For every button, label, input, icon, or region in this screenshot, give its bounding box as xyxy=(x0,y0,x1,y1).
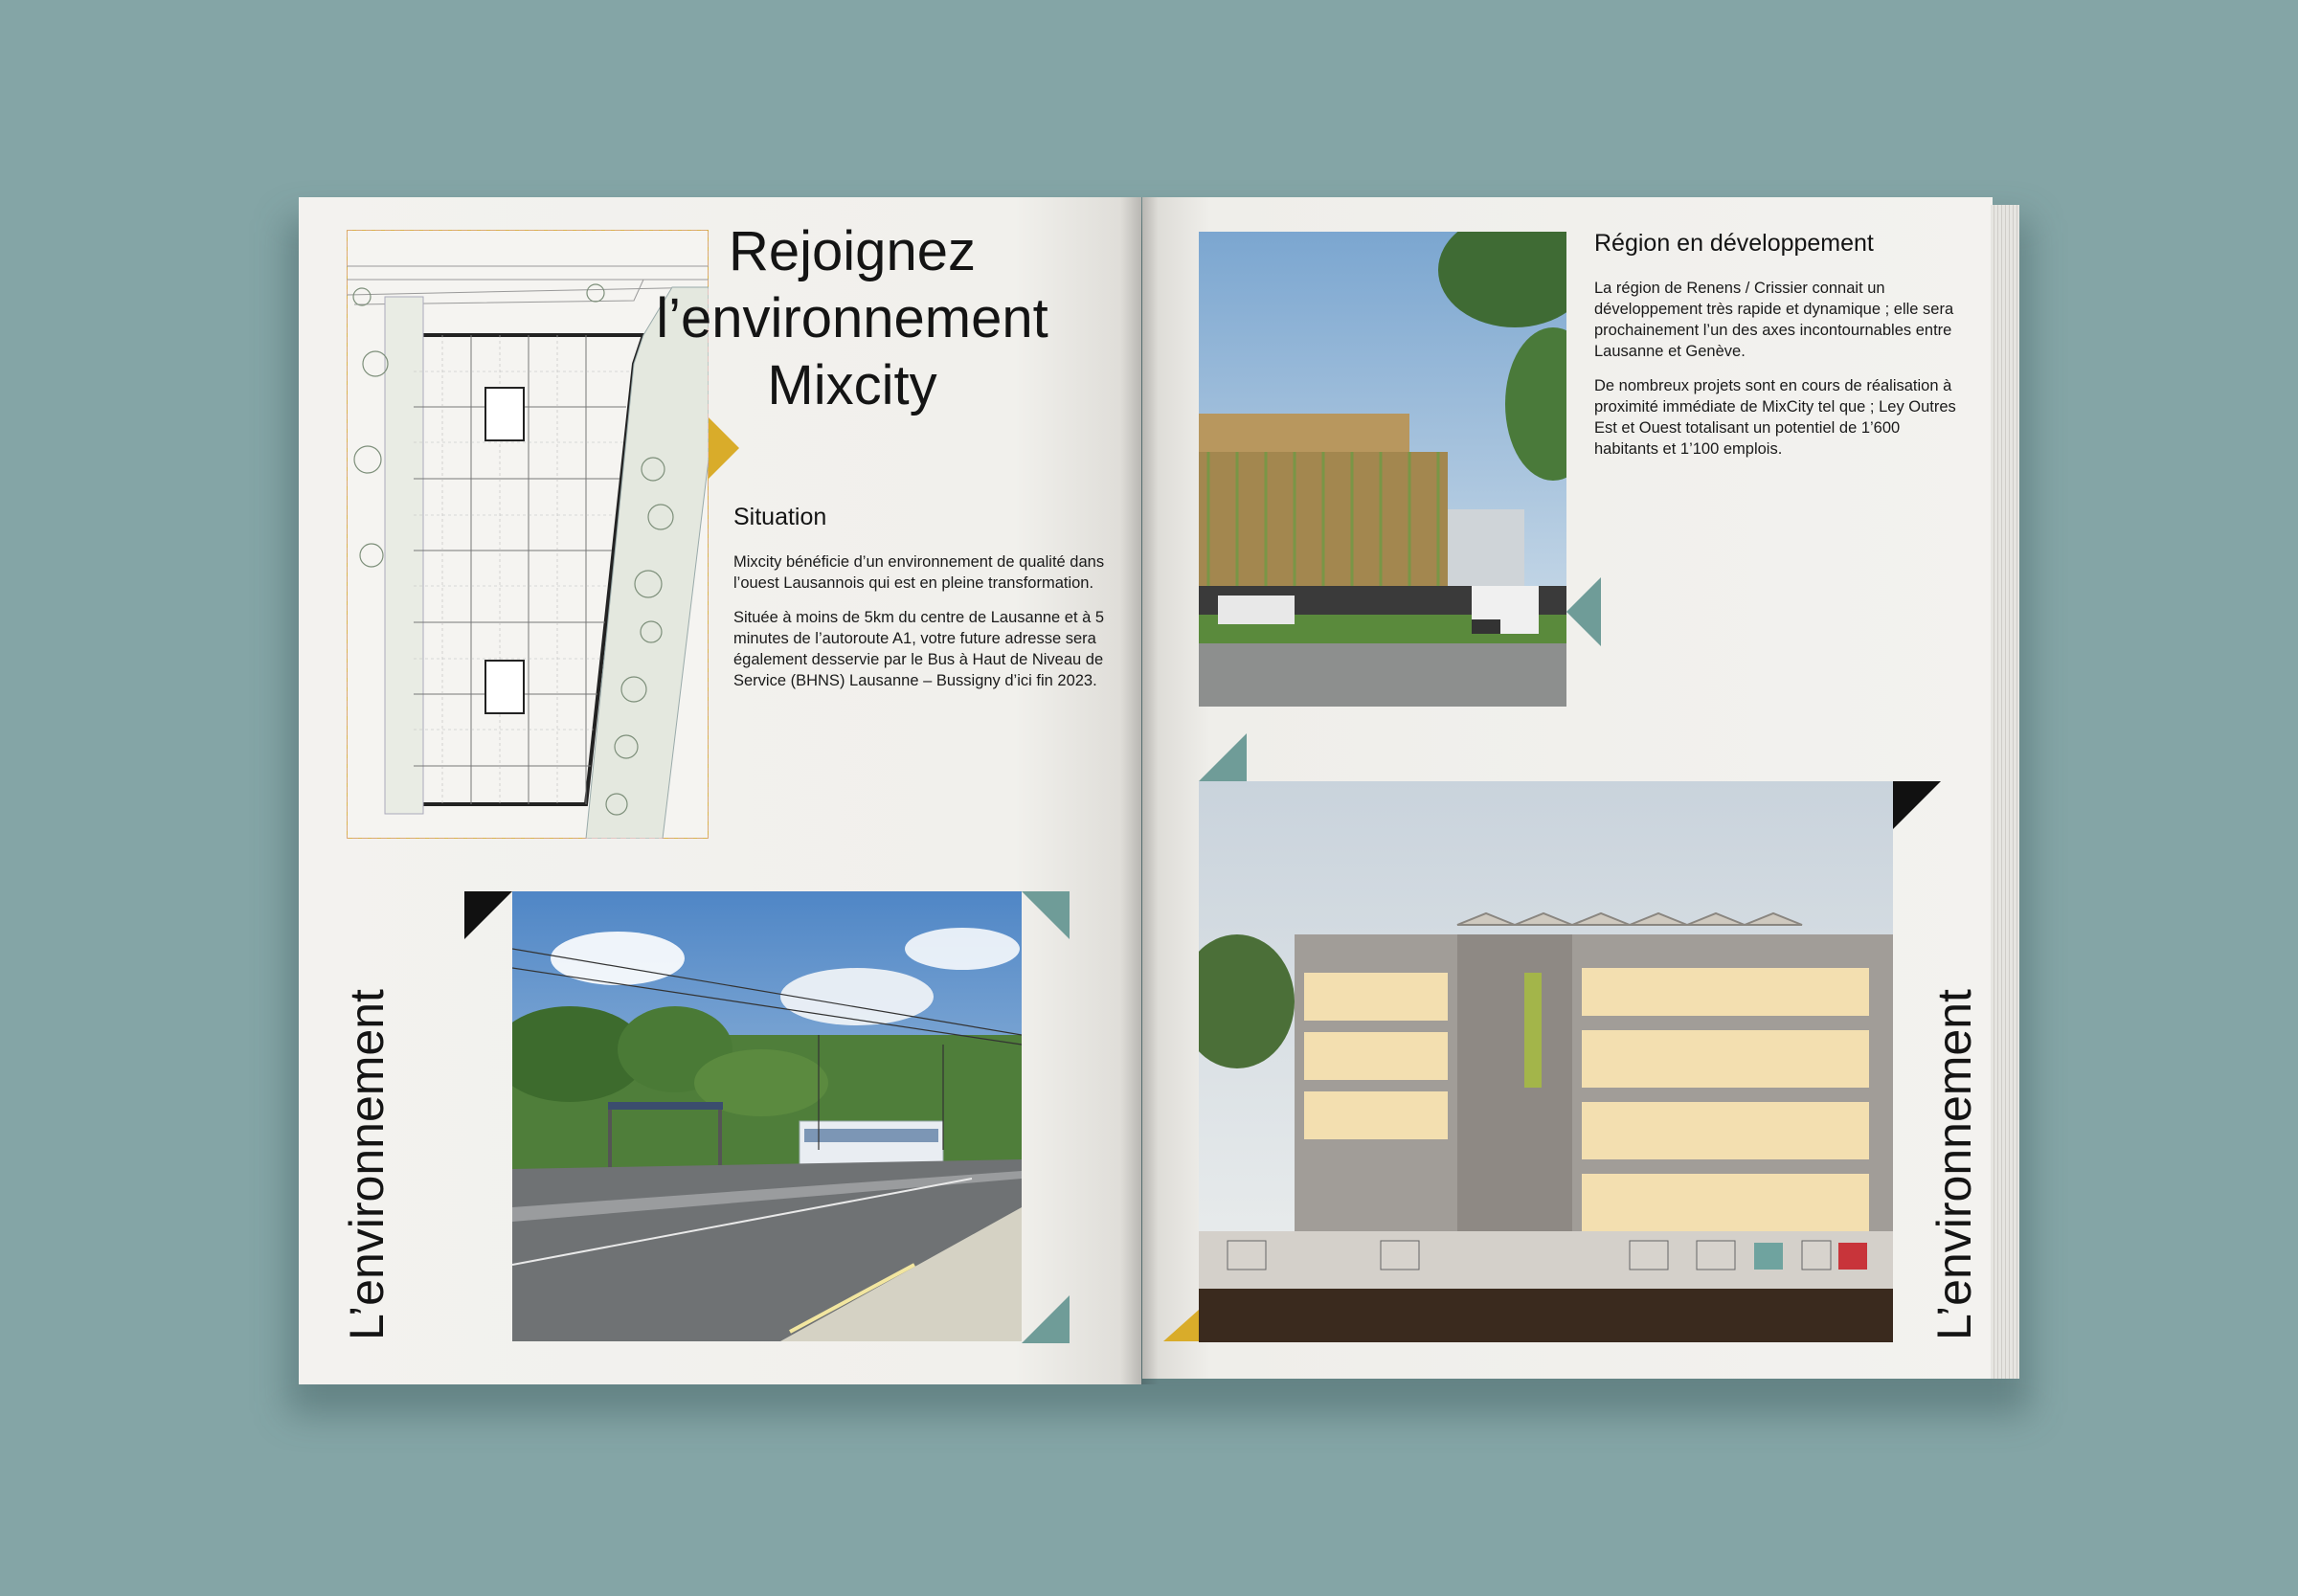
building-cutaway-photo xyxy=(1199,781,1893,1342)
right-vertical-label: L’environnement xyxy=(1927,989,1981,1340)
green-building-photo xyxy=(1199,232,1566,707)
title-line-2: l’environnement xyxy=(656,287,1048,349)
bus-street-photo xyxy=(512,891,1022,1341)
situation-text xyxy=(733,551,1109,705)
teal-corner-triangle-right-page xyxy=(1199,733,1247,781)
left-vertical-label: L’environnement xyxy=(340,989,394,1340)
page-title xyxy=(613,218,1092,419)
situation-paragraph-1: Mixcity bénéficie d’un environnement de qualité dans l’ouest Lausannois qui est en pleine transformation. xyxy=(733,553,1105,592)
title-line-1: Rejoignez xyxy=(729,220,976,282)
situation-paragraph-2: Située à moins de 5km du centre de Lausanne et à 5 minutes de l’autoroute A1, votre future adresse sera également desservie par le Bus à Haut de Niveau de Service (BHNS) Lausanne – Bussigny d’ici fin 2023. xyxy=(733,609,1105,689)
book-gutter xyxy=(1120,197,1159,1384)
teal-pointer-triangle xyxy=(1566,577,1601,646)
black-corner-triangle-right-page xyxy=(1893,781,1941,829)
yellow-accent-triangle xyxy=(709,417,739,479)
situation-heading: Situation xyxy=(733,504,827,530)
teal-corner-triangle-top xyxy=(1022,891,1070,939)
region-heading: Région en développement xyxy=(1594,230,1874,257)
teal-corner-triangle-bottom xyxy=(1022,1295,1070,1343)
black-corner-triangle xyxy=(464,891,512,939)
region-paragraph-1: La région de Renens / Crissier connait un développement très rapide et dynamique ; elle sera prochainement l’un des axes incontournables entre Lausanne et Genève. xyxy=(1594,280,1954,360)
region-text xyxy=(1594,278,1968,473)
title-line-3: Mixcity xyxy=(767,354,937,416)
region-paragraph-2: De nombreux projets sont en cours de réalisation à proximité immédiate de MixCity tel que ; Ley Outres Est et Ouest totalisant un potentiel de 1’600 habitants et 1’100 emplois. xyxy=(1594,377,1956,458)
page-edges xyxy=(1991,205,2019,1379)
